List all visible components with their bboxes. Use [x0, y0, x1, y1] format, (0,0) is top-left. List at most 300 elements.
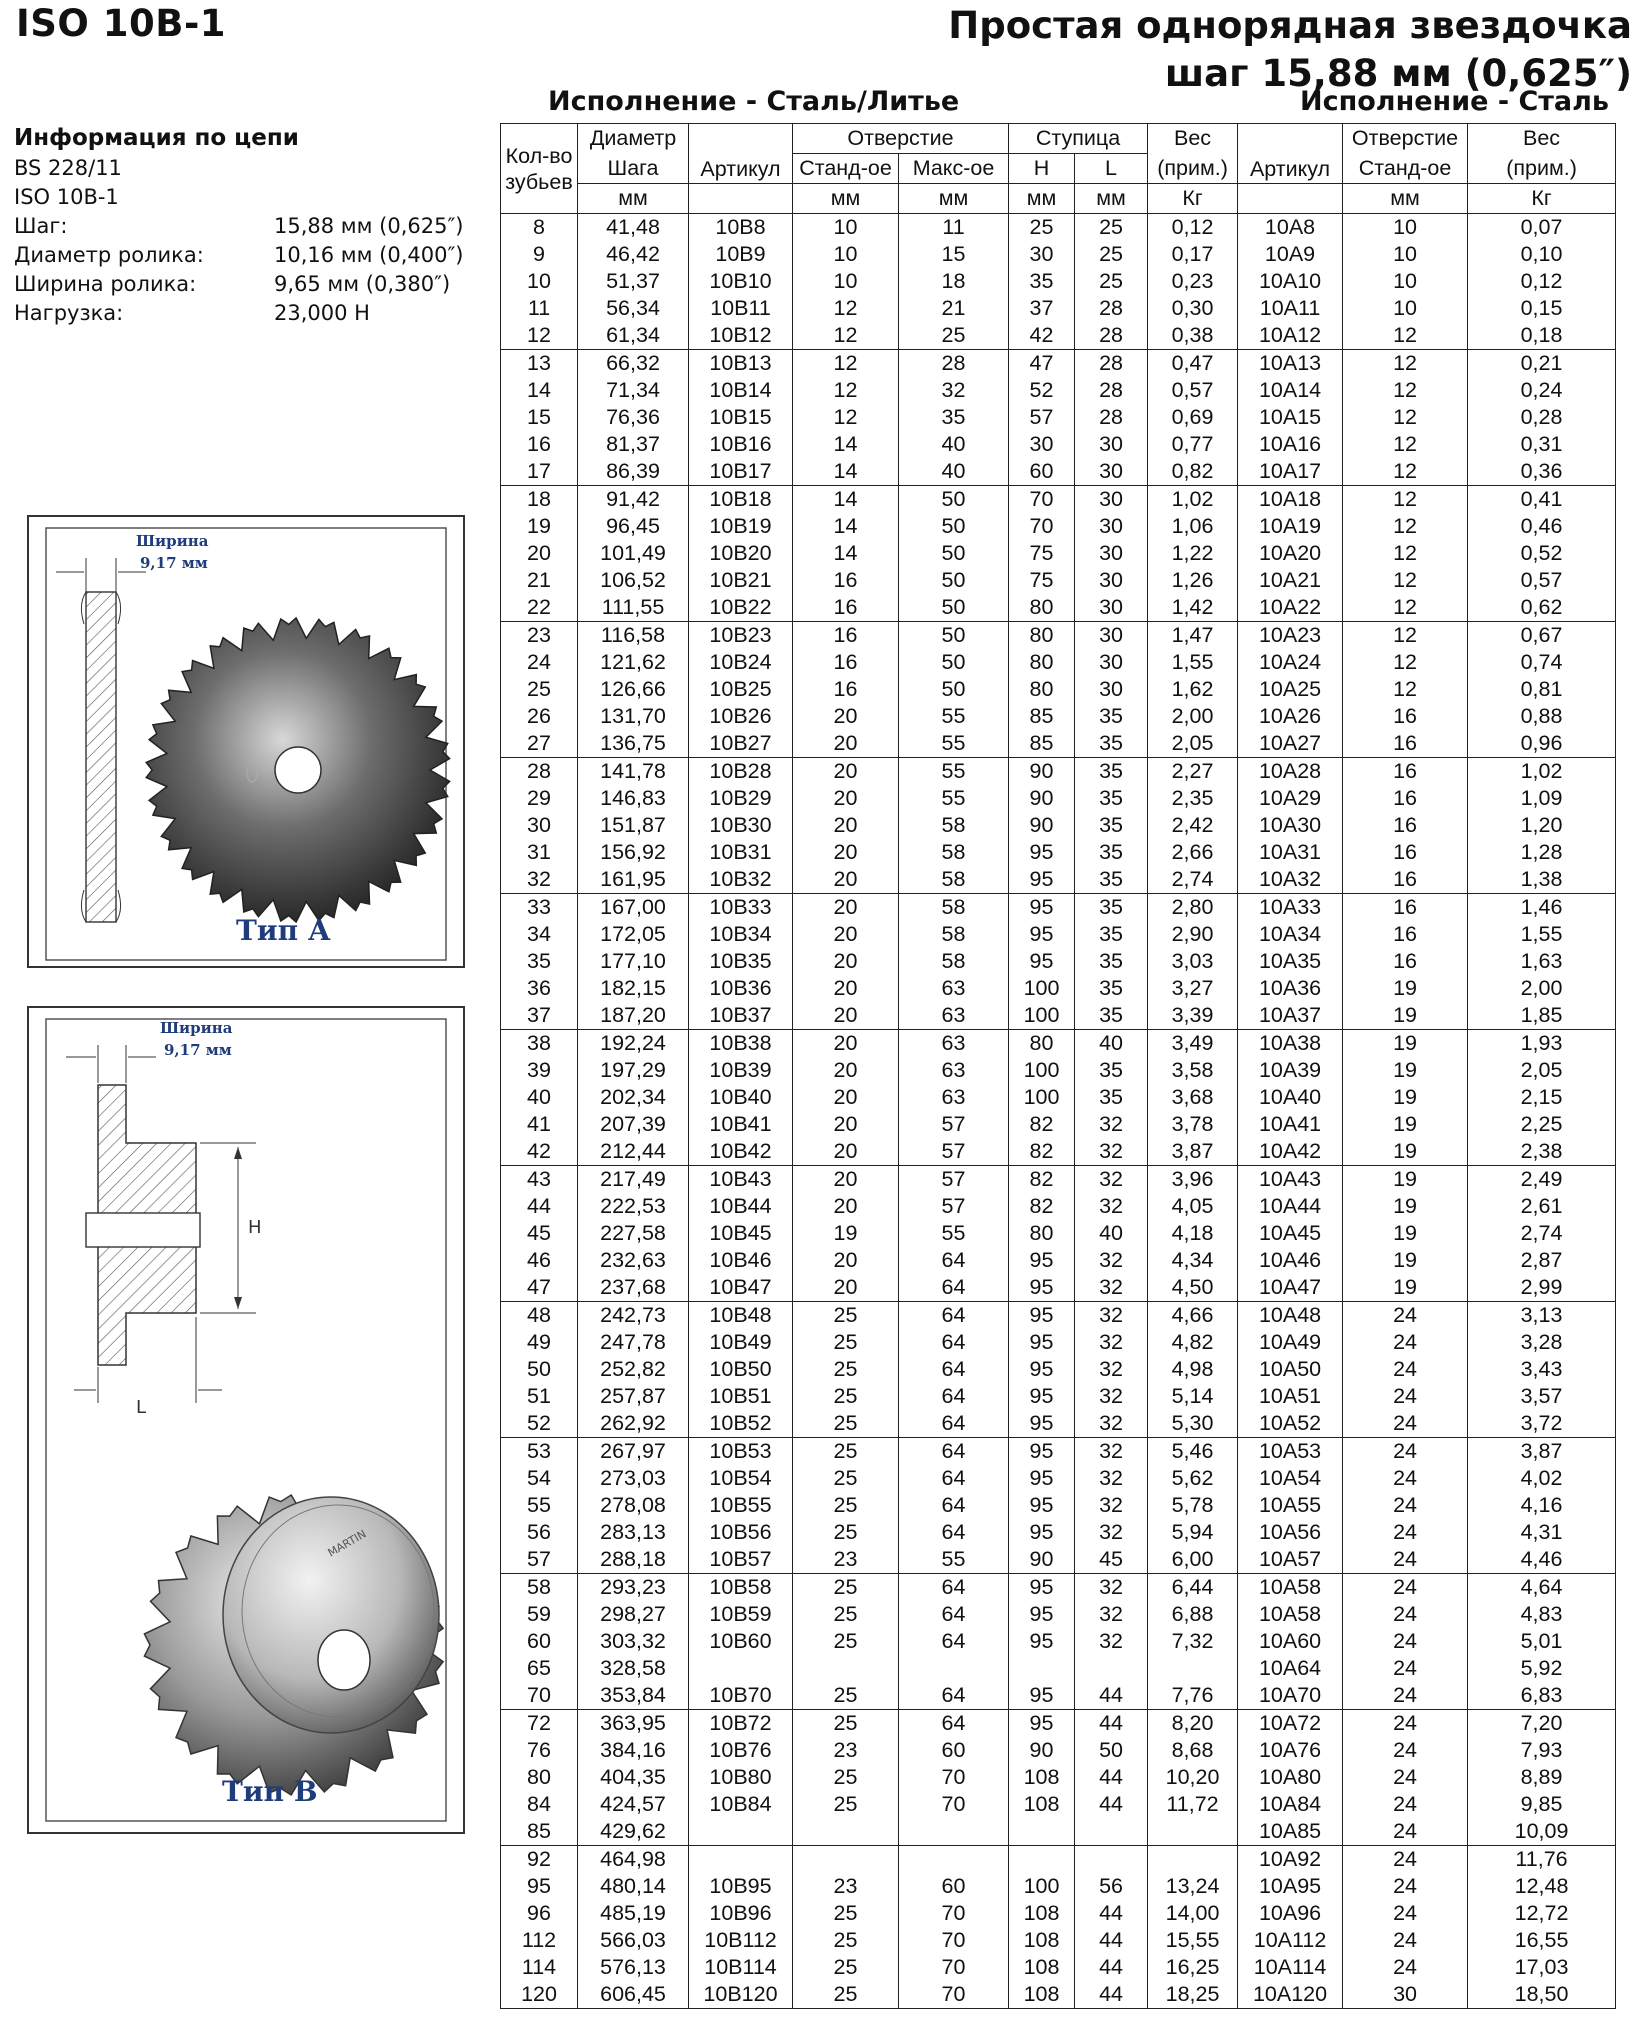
- cell-teeth: 12: [501, 322, 578, 350]
- cell-teeth: 9: [501, 241, 578, 268]
- cell-article: 10B52: [689, 1410, 793, 1438]
- cell-weight: 1,02: [1148, 486, 1238, 514]
- cell-teeth: 42: [501, 1138, 578, 1166]
- cell-bore-std: 25: [793, 1329, 899, 1356]
- cell-hub-h: 95: [1009, 866, 1075, 894]
- cell-article2: 10A112: [1238, 1927, 1343, 1954]
- cell-teeth: 39: [501, 1057, 578, 1084]
- cell-teeth: 114: [501, 1954, 578, 1981]
- cell-weight: 2,90: [1148, 921, 1238, 948]
- cell-bore-max: 50: [899, 513, 1009, 540]
- cell-article: 10B46: [689, 1247, 793, 1274]
- col-weight-header: Вес: [1148, 124, 1238, 154]
- col-pitch-header-l2: Шага: [578, 154, 689, 184]
- cell-hub-h: 95: [1009, 1329, 1075, 1356]
- cell-article: 10B48: [689, 1302, 793, 1330]
- cell-weight: 0,38: [1148, 322, 1238, 350]
- cell-weight2: 2,49: [1468, 1166, 1616, 1194]
- cell-article: 10B12: [689, 322, 793, 350]
- cell-article: 10B30: [689, 812, 793, 839]
- cell-bore-max: 57: [899, 1111, 1009, 1138]
- cell-pitch-diameter: 267,97: [578, 1438, 689, 1466]
- cell-bore-std: 20: [793, 1030, 899, 1058]
- cell-article: 10B95: [689, 1873, 793, 1900]
- cell-hub-h: [1009, 1655, 1075, 1682]
- cell-bore-max: 40: [899, 458, 1009, 486]
- cell-article2: 10A26: [1238, 703, 1343, 730]
- table-row: [501, 1138, 1616, 1166]
- cell-weight: [1148, 1655, 1238, 1682]
- cell-hub-h: 95: [1009, 1356, 1075, 1383]
- cell-weight2: 0,07: [1468, 214, 1616, 242]
- cell-bore-std: 23: [793, 1873, 899, 1900]
- cell-weight2: 0,81: [1468, 676, 1616, 703]
- cell-bore2-std: 12: [1343, 404, 1468, 431]
- cell-hub-l: 30: [1075, 649, 1148, 676]
- table-row: [501, 214, 1616, 242]
- cell-bore-std: 20: [793, 839, 899, 866]
- cell-pitch-diameter: 121,62: [578, 649, 689, 676]
- cell-hub-l: 32: [1075, 1438, 1148, 1466]
- cell-article2: 10A34: [1238, 921, 1343, 948]
- cell-article: 10B31: [689, 839, 793, 866]
- cell-pitch-diameter: 66,32: [578, 350, 689, 378]
- cell-bore-std: 25: [793, 1302, 899, 1330]
- table-row: [501, 1084, 1616, 1111]
- cell-bore-std: 14: [793, 513, 899, 540]
- cell-article: 10B80: [689, 1764, 793, 1791]
- cell-weight2: 4,02: [1468, 1465, 1616, 1492]
- cell-weight: 3,68: [1148, 1084, 1238, 1111]
- cell-weight: 6,44: [1148, 1574, 1238, 1602]
- cell-pitch-diameter: 41,48: [578, 214, 689, 242]
- cell-hub-h: 95: [1009, 1710, 1075, 1738]
- cell-pitch-diameter: 187,20: [578, 1002, 689, 1030]
- cell-teeth: 31: [501, 839, 578, 866]
- cell-bore-std: 10: [793, 241, 899, 268]
- cell-pitch-diameter: 237,68: [578, 1274, 689, 1302]
- cell-hub-l: 32: [1075, 1601, 1148, 1628]
- cell-article: 10B36: [689, 975, 793, 1002]
- table-row: [501, 1873, 1616, 1900]
- cell-bore-max: 58: [899, 894, 1009, 922]
- cell-weight: 0,82: [1148, 458, 1238, 486]
- type-b-brand-mark: MARTIN: [325, 1527, 369, 1560]
- cell-article: 10B96: [689, 1900, 793, 1927]
- table-row: [501, 730, 1616, 758]
- chain-param-value: 9,65 мм (0,380″): [274, 272, 451, 296]
- cell-weight: 4,18: [1148, 1220, 1238, 1247]
- cell-article2: 10A44: [1238, 1193, 1343, 1220]
- cell-bore-max: 70: [899, 1764, 1009, 1791]
- chain-param-row: [14, 299, 484, 328]
- cell-hub-l: 32: [1075, 1465, 1148, 1492]
- col-hub-l-unit: мм: [1075, 184, 1148, 214]
- cell-pitch-diameter: 182,15: [578, 975, 689, 1002]
- cell-article2: 10A84: [1238, 1791, 1343, 1818]
- cell-bore-std: 20: [793, 758, 899, 786]
- table-row: [501, 1519, 1616, 1546]
- cell-bore-std: 20: [793, 948, 899, 975]
- cell-pitch-diameter: 71,34: [578, 377, 689, 404]
- cell-weight2: 1,02: [1468, 758, 1616, 786]
- cell-teeth: 51: [501, 1383, 578, 1410]
- cell-pitch-diameter: 464,98: [578, 1846, 689, 1874]
- table-row: [501, 1737, 1616, 1764]
- cell-bore-std: 16: [793, 676, 899, 703]
- cell-hub-h: 95: [1009, 1682, 1075, 1710]
- cell-article2: 10A21: [1238, 567, 1343, 594]
- cell-pitch-diameter: 76,36: [578, 404, 689, 431]
- cell-bore-std: 25: [793, 1383, 899, 1410]
- cell-pitch-diameter: 257,87: [578, 1383, 689, 1410]
- cell-teeth: 16: [501, 431, 578, 458]
- cell-article: 10B54: [689, 1465, 793, 1492]
- cell-hub-h: 82: [1009, 1166, 1075, 1194]
- cell-bore-max: 55: [899, 1546, 1009, 1574]
- cell-pitch-diameter: 91,42: [578, 486, 689, 514]
- cell-hub-h: 80: [1009, 1220, 1075, 1247]
- cell-article2: 10A48: [1238, 1302, 1343, 1330]
- cell-bore-std: 25: [793, 1927, 899, 1954]
- table-row: [501, 866, 1616, 894]
- cell-pitch-diameter: 606,45: [578, 1981, 689, 2009]
- cell-bore-std: 20: [793, 975, 899, 1002]
- cell-weight: 0,17: [1148, 241, 1238, 268]
- cell-teeth: 96: [501, 1900, 578, 1927]
- cell-bore-std: 20: [793, 785, 899, 812]
- cell-teeth: 38: [501, 1030, 578, 1058]
- cell-bore2-std: 24: [1343, 1410, 1468, 1438]
- cell-article2: 10A76: [1238, 1737, 1343, 1764]
- cell-pitch-diameter: 566,03: [578, 1927, 689, 1954]
- type-b-dim-h: H: [248, 1217, 262, 1238]
- table-row: [501, 1329, 1616, 1356]
- cell-weight2: 5,92: [1468, 1655, 1616, 1682]
- cell-weight2: 0,12: [1468, 268, 1616, 295]
- cell-article: 10B18: [689, 486, 793, 514]
- cell-bore-max: 58: [899, 948, 1009, 975]
- cell-pitch-diameter: 480,14: [578, 1873, 689, 1900]
- cell-bore-std: 20: [793, 1084, 899, 1111]
- cell-hub-l: 50: [1075, 1737, 1148, 1764]
- cell-article: 10B24: [689, 649, 793, 676]
- cell-bore-max: 64: [899, 1465, 1009, 1492]
- cell-hub-h: 90: [1009, 1737, 1075, 1764]
- table-row: [501, 1166, 1616, 1194]
- cell-pitch-diameter: 202,34: [578, 1084, 689, 1111]
- cell-bore2-std: 24: [1343, 1927, 1468, 1954]
- col-weight2-note: (прим.): [1468, 154, 1616, 184]
- cell-teeth: 17: [501, 458, 578, 486]
- cell-bore-std: 25: [793, 1410, 899, 1438]
- cell-hub-l: 32: [1075, 1628, 1148, 1655]
- cell-weight: 1,26: [1148, 567, 1238, 594]
- cell-hub-l: 56: [1075, 1873, 1148, 1900]
- cell-bore-max: 50: [899, 676, 1009, 703]
- cell-weight: 13,24: [1148, 1873, 1238, 1900]
- cell-pitch-diameter: 283,13: [578, 1519, 689, 1546]
- cell-article: 10B38: [689, 1030, 793, 1058]
- cell-teeth: 84: [501, 1791, 578, 1818]
- cell-weight: 4,82: [1148, 1329, 1238, 1356]
- cell-article: 10B21: [689, 567, 793, 594]
- cell-teeth: 59: [501, 1601, 578, 1628]
- table-row: [501, 1057, 1616, 1084]
- cell-hub-l: [1075, 1818, 1148, 1846]
- cell-bore-max: 64: [899, 1383, 1009, 1410]
- cell-weight: 8,20: [1148, 1710, 1238, 1738]
- cell-article: 10B35: [689, 948, 793, 975]
- cell-article2: 10A56: [1238, 1519, 1343, 1546]
- cell-hub-h: 95: [1009, 1274, 1075, 1302]
- cell-bore-max: 64: [899, 1247, 1009, 1274]
- cell-weight: 3,39: [1148, 1002, 1238, 1030]
- cell-hub-l: 30: [1075, 594, 1148, 622]
- cell-hub-h: 95: [1009, 1574, 1075, 1602]
- cell-weight2: 17,03: [1468, 1954, 1616, 1981]
- cell-pitch-diameter: 576,13: [578, 1954, 689, 1981]
- cell-bore2-std: 24: [1343, 1492, 1468, 1519]
- cell-teeth: 8: [501, 214, 578, 242]
- cell-weight: 4,05: [1148, 1193, 1238, 1220]
- cell-article: 10B8: [689, 214, 793, 242]
- cell-weight: 2,27: [1148, 758, 1238, 786]
- cell-weight2: 7,93: [1468, 1737, 1616, 1764]
- cell-weight2: 0,10: [1468, 241, 1616, 268]
- cell-bore-std: 12: [793, 322, 899, 350]
- cell-article: 10B16: [689, 431, 793, 458]
- cell-article: 10B28: [689, 758, 793, 786]
- cell-bore-max: 25: [899, 322, 1009, 350]
- col-bore-std-header: Станд-ое: [793, 154, 899, 184]
- cell-weight2: 2,38: [1468, 1138, 1616, 1166]
- cell-bore2-std: 10: [1343, 241, 1468, 268]
- table-row: [501, 894, 1616, 922]
- table-row: [501, 295, 1616, 322]
- cell-hub-l: 32: [1075, 1274, 1148, 1302]
- cell-weight: 1,55: [1148, 649, 1238, 676]
- cell-hub-h: 80: [1009, 594, 1075, 622]
- cell-teeth: 22: [501, 594, 578, 622]
- cell-bore2-std: 12: [1343, 458, 1468, 486]
- cell-hub-h: 108: [1009, 1954, 1075, 1981]
- cell-bore-std: 25: [793, 1574, 899, 1602]
- cell-hub-h: 95: [1009, 1410, 1075, 1438]
- cell-pitch-diameter: 353,84: [578, 1682, 689, 1710]
- table-row: [501, 1601, 1616, 1628]
- cell-weight2: 16,55: [1468, 1927, 1616, 1954]
- cell-pitch-diameter: 96,45: [578, 513, 689, 540]
- cell-weight: 8,68: [1148, 1737, 1238, 1764]
- cell-article: 10B84: [689, 1791, 793, 1818]
- cell-pitch-diameter: 288,18: [578, 1546, 689, 1574]
- cell-hub-l: 25: [1075, 241, 1148, 268]
- cell-bore-max: 64: [899, 1574, 1009, 1602]
- cell-bore-std: 14: [793, 458, 899, 486]
- cell-teeth: 34: [501, 921, 578, 948]
- cell-bore-max: 64: [899, 1492, 1009, 1519]
- cell-article2: 10A52: [1238, 1410, 1343, 1438]
- cell-bore-std: 25: [793, 1900, 899, 1927]
- cell-bore2-std: 24: [1343, 1954, 1468, 1981]
- chain-info-panel: [14, 124, 484, 328]
- cell-teeth: 47: [501, 1274, 578, 1302]
- cell-bore-std: [793, 1818, 899, 1846]
- cell-bore2-std: 19: [1343, 1220, 1468, 1247]
- type-b-width-label: Ширина: [160, 1019, 233, 1037]
- cell-bore-max: 32: [899, 377, 1009, 404]
- cell-weight: 4,50: [1148, 1274, 1238, 1302]
- cell-weight: [1148, 1818, 1238, 1846]
- cell-article: 10B70: [689, 1682, 793, 1710]
- table-body: [501, 214, 1616, 2009]
- cell-bore-max: 28: [899, 350, 1009, 378]
- cell-hub-h: 100: [1009, 1057, 1075, 1084]
- cell-pitch-diameter: 146,83: [578, 785, 689, 812]
- cell-teeth: 27: [501, 730, 578, 758]
- col-weight2-header: Вес: [1468, 124, 1616, 154]
- cell-teeth: 18: [501, 486, 578, 514]
- cell-bore-max: 58: [899, 921, 1009, 948]
- type-b-dim-l: L: [136, 1397, 147, 1418]
- cell-weight: 0,23: [1148, 268, 1238, 295]
- table-row: [501, 921, 1616, 948]
- type-a-caption: Тип А: [236, 914, 331, 947]
- cell-hub-l: 44: [1075, 1791, 1148, 1818]
- cell-hub-l: 28: [1075, 377, 1148, 404]
- cell-bore-max: 55: [899, 785, 1009, 812]
- cell-bore2-std: 24: [1343, 1846, 1468, 1874]
- cell-teeth: 28: [501, 758, 578, 786]
- cell-article2: 10A32: [1238, 866, 1343, 894]
- cell-pitch-diameter: 151,87: [578, 812, 689, 839]
- table-row: [501, 948, 1616, 975]
- cell-weight2: 0,15: [1468, 295, 1616, 322]
- cell-weight: 15,55: [1148, 1927, 1238, 1954]
- cell-bore-max: 64: [899, 1601, 1009, 1628]
- cell-article: 10B37: [689, 1002, 793, 1030]
- cell-pitch-diameter: 212,44: [578, 1138, 689, 1166]
- chain-param-label: Нагрузка:: [14, 301, 124, 325]
- cell-bore-std: 20: [793, 1274, 899, 1302]
- cell-hub-h: 90: [1009, 758, 1075, 786]
- table-row: [501, 1981, 1616, 2009]
- cell-bore2-std: 24: [1343, 1628, 1468, 1655]
- cell-bore2-std: 10: [1343, 268, 1468, 295]
- cell-teeth: 56: [501, 1519, 578, 1546]
- cell-bore-max: 63: [899, 1084, 1009, 1111]
- cell-article: [689, 1846, 793, 1874]
- cell-teeth: 30: [501, 812, 578, 839]
- cell-bore2-std: 16: [1343, 894, 1468, 922]
- cell-hub-h: 100: [1009, 1873, 1075, 1900]
- cell-pitch-diameter: 116,58: [578, 622, 689, 650]
- cell-weight: 0,69: [1148, 404, 1238, 431]
- cell-article: 10B25: [689, 676, 793, 703]
- cell-weight2: 4,64: [1468, 1574, 1616, 1602]
- cell-bore-std: 20: [793, 866, 899, 894]
- col-weight2-unit: Кг: [1468, 184, 1616, 214]
- cell-pitch-diameter: 303,32: [578, 1628, 689, 1655]
- cell-bore-max: 64: [899, 1329, 1009, 1356]
- col-bore2-std-header: Станд-ое: [1343, 154, 1468, 184]
- cell-bore-max: 18: [899, 268, 1009, 295]
- cell-bore-std: 20: [793, 703, 899, 730]
- table-row: [501, 540, 1616, 567]
- table-row: [501, 377, 1616, 404]
- sprocket-type-b-drawing: [26, 1005, 466, 1835]
- cell-hub-l: 35: [1075, 839, 1148, 866]
- cell-hub-h: 95: [1009, 921, 1075, 948]
- cell-teeth: 23: [501, 622, 578, 650]
- cell-hub-h: 95: [1009, 1302, 1075, 1330]
- cell-hub-h: 80: [1009, 649, 1075, 676]
- cell-article: 10B120: [689, 1981, 793, 2009]
- cell-weight: 16,25: [1148, 1954, 1238, 1981]
- cell-hub-h: 57: [1009, 404, 1075, 431]
- cell-hub-l: 35: [1075, 703, 1148, 730]
- cell-article2: 10A53: [1238, 1438, 1343, 1466]
- cell-hub-h: 90: [1009, 785, 1075, 812]
- cell-bore-max: 70: [899, 1791, 1009, 1818]
- cell-bore2-std: 12: [1343, 649, 1468, 676]
- cell-article: 10B26: [689, 703, 793, 730]
- cell-article2: 10A50: [1238, 1356, 1343, 1383]
- cell-hub-h: 35: [1009, 268, 1075, 295]
- cell-article2: 10A95: [1238, 1873, 1343, 1900]
- cell-weight2: 11,76: [1468, 1846, 1616, 1874]
- cell-weight: 1,22: [1148, 540, 1238, 567]
- cell-hub-h: 90: [1009, 1546, 1075, 1574]
- cell-article: 10B56: [689, 1519, 793, 1546]
- cell-weight: 3,87: [1148, 1138, 1238, 1166]
- cell-weight: 0,77: [1148, 431, 1238, 458]
- chain-info-heading: Информация по цепи: [14, 125, 299, 151]
- cell-article: [689, 1655, 793, 1682]
- cell-bore-std: 25: [793, 1981, 899, 2009]
- cell-article2: 10A58: [1238, 1574, 1343, 1602]
- cell-article2: 10A38: [1238, 1030, 1343, 1058]
- table-row: [501, 1438, 1616, 1466]
- cell-hub-l: 25: [1075, 214, 1148, 242]
- cell-bore-std: 20: [793, 812, 899, 839]
- cell-article2: 10A35: [1238, 948, 1343, 975]
- cell-pitch-diameter: 161,95: [578, 866, 689, 894]
- cell-article2: 10A33: [1238, 894, 1343, 922]
- cell-article2: 10A27: [1238, 730, 1343, 758]
- chain-param-label: Ширина ролика:: [14, 272, 197, 296]
- cell-weight2: 0,31: [1468, 431, 1616, 458]
- cell-weight2: 0,24: [1468, 377, 1616, 404]
- table-header: [501, 124, 1616, 214]
- cell-hub-h: 95: [1009, 839, 1075, 866]
- cell-article: 10B34: [689, 921, 793, 948]
- table-row: [501, 1764, 1616, 1791]
- cell-weight: 2,35: [1148, 785, 1238, 812]
- table-row: [501, 758, 1616, 786]
- table-row: [501, 812, 1616, 839]
- cell-hub-l: 35: [1075, 894, 1148, 922]
- cell-article: 10B53: [689, 1438, 793, 1466]
- sprocket-type-a-drawing: [26, 514, 466, 969]
- cell-weight2: 0,46: [1468, 513, 1616, 540]
- cell-weight: [1148, 1846, 1238, 1874]
- table-row: [501, 268, 1616, 295]
- cell-hub-l: 35: [1075, 785, 1148, 812]
- table-row: [501, 1628, 1616, 1655]
- cell-teeth: 80: [501, 1764, 578, 1791]
